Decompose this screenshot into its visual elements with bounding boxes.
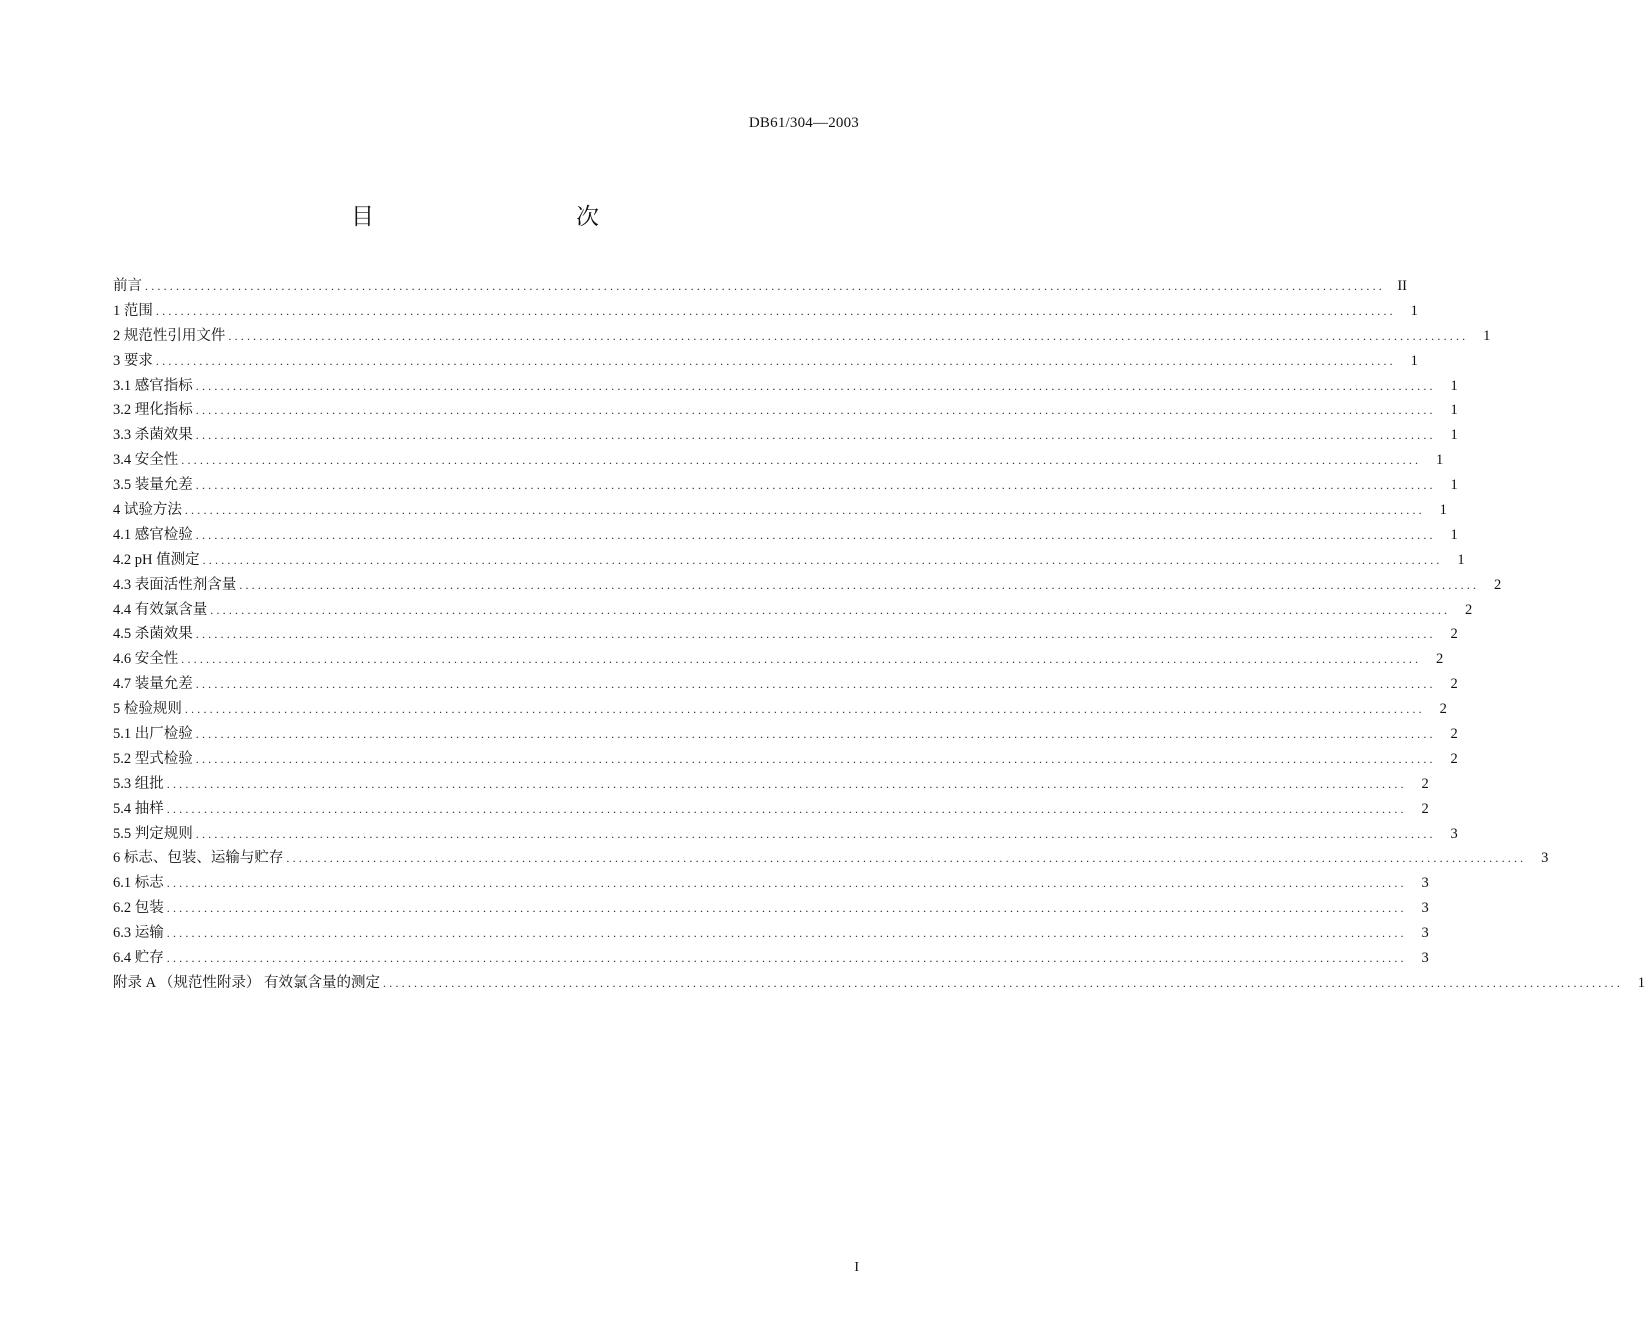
toc-entry-page: 1	[1637, 974, 1645, 991]
toc-entry-page: 3	[1450, 825, 1458, 842]
toc-entry-label: 5.3 组批	[113, 775, 164, 792]
toc-entry[interactable]	[113, 351, 1418, 376]
toc-entry[interactable]	[113, 699, 1447, 724]
toc-entry-label: 5.1 出厂检验	[113, 726, 193, 743]
toc-entry-page: 1	[1450, 477, 1458, 494]
toc-dot-leader: ........................................................................................................................................................................................................	[195, 826, 1436, 841]
toc-dot-leader: ........................................................................................................................................................................................................	[239, 577, 1480, 592]
toc-entry-page: 3	[1421, 925, 1429, 942]
toc-dot-leader: ........................................................................................................................................................................................................	[195, 751, 1436, 766]
toc-entry[interactable]	[113, 923, 1429, 948]
toc-entry-page: 2	[1421, 775, 1429, 792]
toc-dot-leader: ........................................................................................................................................................................................................	[184, 503, 1425, 518]
toc-dot-leader: ........................................................................................................................................................................................................	[145, 279, 1385, 293]
toc-entry[interactable]	[113, 475, 1458, 500]
toc-entry[interactable]	[113, 674, 1458, 699]
toc-entry-label: 5.5 判定规则	[113, 825, 193, 842]
toc-entry-page: 3	[1421, 875, 1429, 892]
toc-entry[interactable]	[113, 724, 1458, 749]
toc-entry-page: 1	[1483, 327, 1491, 344]
page-number: I	[854, 1260, 859, 1275]
toc-entry-page: 2	[1450, 676, 1458, 693]
toc-entry[interactable]	[113, 425, 1458, 450]
toc-dot-leader: ........................................................................................................................................................................................................	[155, 353, 1396, 368]
toc-entry-label: 6 标志、包装、运输与贮存	[113, 850, 284, 867]
toc-entry-label: 6.4 贮存	[113, 950, 164, 967]
toc-entry-page: 1	[1410, 352, 1418, 369]
toc-entry[interactable]	[113, 774, 1429, 799]
toc-entry[interactable]	[113, 376, 1458, 401]
toc-entry-page: 3	[1421, 950, 1429, 967]
toc-entry[interactable]	[113, 973, 1645, 998]
toc-dot-leader: ........................................................................................................................................................................................................	[195, 478, 1436, 493]
toc-entry-page: 2	[1465, 601, 1473, 618]
toc-entry-label: 1 范围	[113, 302, 153, 319]
toc-entry[interactable]	[113, 749, 1458, 774]
toc-entry-page: II	[1397, 278, 1407, 294]
toc-entry[interactable]	[113, 873, 1429, 898]
toc-entry-page: 2	[1439, 701, 1447, 718]
toc-dot-leader: ........................................................................................................................................................................................................	[195, 527, 1436, 542]
toc-dot-leader: ........................................................................................................................................................................................................	[166, 901, 1407, 916]
toc-entry[interactable]	[113, 500, 1447, 525]
toc-entry[interactable]	[113, 898, 1429, 923]
toc-entry[interactable]	[113, 575, 1502, 600]
toc-entry-page: 2	[1421, 800, 1429, 817]
toc-entry-label: 5.2 型式检验	[113, 750, 193, 767]
toc-dot-leader: ........................................................................................................................................................................................................	[195, 627, 1436, 642]
toc-entry-page: 1	[1450, 526, 1458, 543]
toc-entry[interactable]	[113, 824, 1458, 849]
toc-dot-leader: ........................................................................................................................................................................................................	[155, 303, 1396, 318]
toc-entry[interactable]	[113, 276, 1407, 301]
toc-dot-leader: ........................................................................................................................................................................................................	[166, 801, 1407, 816]
toc-entry[interactable]	[113, 400, 1458, 425]
toc-entry[interactable]	[113, 550, 1465, 575]
toc-dot-leader: ........................................................................................................................................................................................................	[166, 776, 1407, 791]
toc-dot-leader: ........................................................................................................................................................................................................	[383, 975, 1624, 990]
toc-entry-label: 3.4 安全性	[113, 452, 179, 469]
toc-entry[interactable]	[113, 525, 1458, 550]
toc-dot-leader: ........................................................................................................................................................................................................	[195, 378, 1436, 393]
toc-dot-leader: ........................................................................................................................................................................................................	[166, 876, 1407, 891]
toc-entry[interactable]	[113, 799, 1429, 824]
toc-entry[interactable]	[113, 301, 1418, 326]
toc-entry-label: 6.2 包装	[113, 900, 164, 917]
toc-dot-leader: ........................................................................................................................................................................................................	[184, 702, 1425, 717]
toc-dot-leader: ........................................................................................................................................................................................................	[195, 428, 1436, 443]
table-of-contents	[113, 276, 1645, 998]
toc-entry-page: 1	[1450, 377, 1458, 394]
toc-entry-label: 前言	[113, 278, 142, 294]
toc-entry-page: 1	[1450, 402, 1458, 419]
toc-entry-page: 2	[1450, 626, 1458, 643]
toc-entry-page: 1	[1450, 427, 1458, 444]
toc-entry-label: 4.6 安全性	[113, 651, 179, 668]
toc-entry-page: 3	[1421, 900, 1429, 917]
toc-entry-label: 6.3 运输	[113, 925, 164, 942]
toc-dot-leader: ........................................................................................................................................................................................................	[166, 951, 1407, 966]
toc-entry[interactable]	[113, 948, 1429, 973]
toc-entry-label: 5 检验规则	[113, 701, 182, 718]
toc-entry-label: 3.2 理化指标	[113, 402, 193, 419]
toc-dot-leader: ........................................................................................................................................................................................................	[181, 652, 1422, 667]
toc-entry-label: 3.1 感官指标	[113, 377, 193, 394]
toc-entry-label: 5.4 抽样	[113, 800, 164, 817]
toc-entry-page: 2	[1494, 576, 1502, 593]
toc-entry[interactable]	[113, 624, 1458, 649]
toc-dot-leader: ........................................................................................................................................................................................................	[286, 851, 1527, 866]
toc-entry-page: 2	[1450, 726, 1458, 743]
toc-dot-leader: ........................................................................................................................................................................................................	[202, 552, 1443, 567]
toc-dot-leader: ........................................................................................................................................................................................................	[210, 602, 1451, 617]
toc-entry[interactable]	[113, 600, 1473, 625]
toc-dot-leader: ........................................................................................................................................................................................................	[166, 926, 1407, 941]
toc-entry-page: 1	[1439, 502, 1447, 519]
toc-entry-label: 3.3 杀菌效果	[113, 427, 193, 444]
toc-entry[interactable]	[113, 450, 1444, 475]
toc-entry-label: 4.3 表面活性剂含量	[113, 576, 237, 593]
toc-entry[interactable]	[113, 848, 1549, 873]
toc-entry-label: 4.7 装量允差	[113, 676, 193, 693]
toc-entry-label: 3.5 装量允差	[113, 477, 193, 494]
toc-entry-label: 4.2 pH 值测定	[113, 551, 200, 568]
toc-entry-page: 2	[1436, 651, 1444, 668]
toc-dot-leader: ........................................................................................................................................................................................................	[195, 403, 1436, 418]
toc-entry-label: 4 试验方法	[113, 502, 182, 519]
toc-entry-page: 1	[1410, 302, 1418, 319]
toc-dot-leader: ........................................................................................................................................................................................................	[195, 677, 1436, 692]
toc-entry-label: 4.4 有效氯含量	[113, 601, 208, 618]
toc-entry-label: 4.5 杀菌效果	[113, 626, 193, 643]
toc-dot-leader: ........................................................................................................................................................................................................	[181, 453, 1422, 468]
document-code: DB61/304—2003	[748, 115, 859, 131]
toc-entry-label: 3 要求	[113, 352, 153, 369]
toc-entry[interactable]	[113, 326, 1491, 351]
toc-entry[interactable]	[113, 649, 1444, 674]
toc-entry-label: 6.1 标志	[113, 875, 164, 892]
toc-entry-page: 1	[1436, 452, 1444, 469]
toc-entry-label: 附录 A （规范性附录） 有效氯含量的测定	[113, 974, 381, 991]
toc-dot-leader: ........................................................................................................................................................................................................	[195, 727, 1436, 742]
toc-entry-label: 4.1 感官检验	[113, 526, 193, 543]
toc-entry-page: 3	[1541, 850, 1549, 867]
toc-dot-leader: ........................................................................................................................................................................................................	[228, 328, 1469, 343]
toc-entry-label: 2 规范性引用文件	[113, 327, 226, 344]
toc-entry-page: 2	[1450, 750, 1458, 767]
toc-title: 目 次	[351, 204, 651, 230]
toc-entry-page: 1	[1457, 551, 1465, 568]
